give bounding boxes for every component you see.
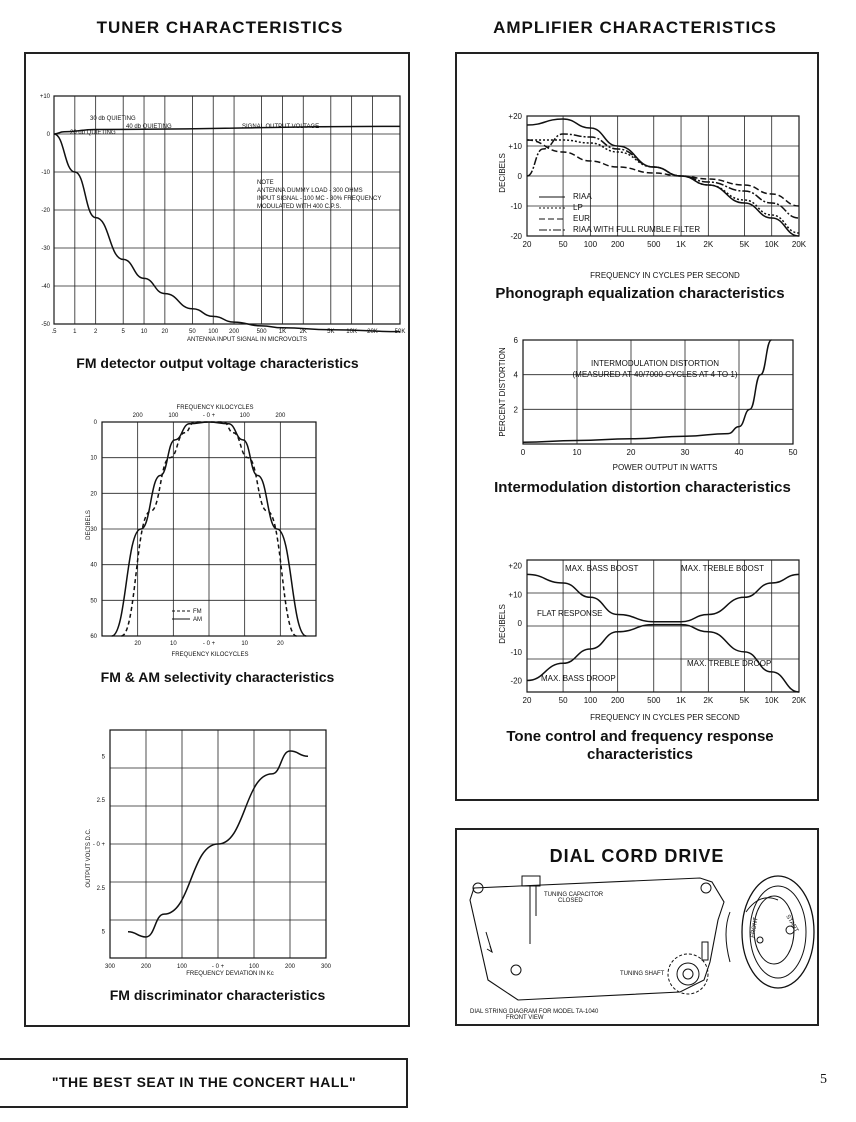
y-tick-label: -30 xyxy=(41,246,50,252)
y-tick-label: 60 xyxy=(90,634,97,640)
im-xlabel: POWER OUTPUT IN WATTS xyxy=(612,463,718,472)
x-tick-label: 100 xyxy=(208,329,219,335)
bottom-tick-label: 10 xyxy=(241,641,249,647)
note-label: NOTE xyxy=(257,180,274,186)
legend-lp: LP xyxy=(573,203,583,212)
x-tick-label: 5 xyxy=(121,329,125,335)
y-tick-label: 2 xyxy=(513,405,518,415)
legend-am: AM xyxy=(193,617,202,623)
selectivity-chart xyxy=(80,400,325,662)
x-tick-label: 20 xyxy=(161,329,169,335)
note-line-2: INPUT SIGNAL - 100 MC - 30% FREQUENCY xyxy=(257,196,382,202)
x-tick-label: 100 xyxy=(583,696,598,705)
bottom-tick-label: - 0 + xyxy=(202,641,216,647)
dial-title: DIAL CORD DRIVE xyxy=(549,846,725,866)
tuning-shaft-label: TUNING SHAFT xyxy=(620,971,665,977)
y-tick-label: 50 xyxy=(90,598,97,605)
y-tick-label: - 0 + xyxy=(92,842,105,848)
x-tick-label: 5K xyxy=(739,696,750,705)
y-tick-label: -20 xyxy=(510,232,522,241)
x-tick-label: 2K xyxy=(299,329,307,335)
y-tick-label: -40 xyxy=(41,284,50,290)
x-tick-label: 20K xyxy=(367,329,378,335)
x-tick-label: 50 xyxy=(558,240,568,249)
x-tick-label: 300 xyxy=(320,964,332,970)
x-tick-label: 10K xyxy=(346,329,357,335)
tuner-title: TUNER CHARACTERISTICS xyxy=(96,18,344,37)
quieting-30: 30 db QUIETING xyxy=(90,116,136,122)
x-tick-label: 200 xyxy=(229,329,240,335)
treble-droop-label: MAX. TREBLE DROOP xyxy=(687,659,772,668)
legend-fm: FM xyxy=(193,609,202,615)
legend-riaa: RIAA xyxy=(573,192,592,201)
tone-caption: Tone control and frequency response characteristics xyxy=(506,728,774,763)
eur-curve xyxy=(527,140,799,206)
x-tick-label: 20K xyxy=(791,240,807,249)
selectivity-title: FREQUENCY KILOCYCLES xyxy=(176,405,254,411)
y-tick-label: 5 xyxy=(101,754,105,761)
x-tick-label: 10 xyxy=(572,448,582,457)
y-tick-label: +10 xyxy=(508,142,522,151)
bass-boost-label: MAX. BASS BOOST xyxy=(565,564,639,573)
discriminator-ylabel: OUTPUT VOLTS D.C. xyxy=(86,828,92,888)
y-tick-label: 0 xyxy=(93,420,97,426)
y-tick-label: -20 xyxy=(510,676,522,686)
x-tick-label: 50 xyxy=(558,696,568,705)
im-annotation-2: (MEASURED AT 40/7000 CYCLES AT 4 TO 1) xyxy=(572,370,738,379)
phono-chart xyxy=(495,98,815,284)
selectivity-ylabel: DECIBELS xyxy=(86,510,92,540)
y-tick-label: 30 xyxy=(90,527,97,533)
x-tick-label: 100 xyxy=(583,240,598,249)
x-tick-label: 1K xyxy=(676,696,686,705)
y-tick-label: -10 xyxy=(510,647,522,657)
y-tick-label: 0 xyxy=(46,132,50,138)
x-tick-label: 100 xyxy=(176,964,188,970)
tone-chart xyxy=(495,548,815,724)
note-line-3: MODULATED WITH 400 C.P.S. xyxy=(257,204,342,210)
bottom-tick-label: 20 xyxy=(276,641,284,647)
y-tick-label: -10 xyxy=(41,170,50,176)
x-tick-label: 10K xyxy=(764,696,779,705)
amplifier-title: AMPLIFIER CHARACTERISTICS xyxy=(493,18,777,37)
phono-caption: Phonograph equalization characteristics xyxy=(495,285,785,302)
fm-detector-chart xyxy=(32,92,406,344)
x-tick-label: 0 xyxy=(520,448,526,457)
im-ylabel: PERCENT DISTORTION xyxy=(498,347,507,437)
tone-xlabel: FREQUENCY IN CYCLES PER SECOND xyxy=(590,713,740,722)
x-tick-label: 100 xyxy=(248,964,260,970)
riaa-curve xyxy=(527,119,799,236)
im-caption: Intermodulation distortion characteristics xyxy=(494,479,791,496)
y-tick-label: 0 xyxy=(517,619,522,629)
quieting-40: 40 db QUIETING xyxy=(126,124,172,130)
quieting-20: 20 db QUIETING xyxy=(70,130,116,136)
x-tick-label: 50 xyxy=(788,448,798,457)
x-tick-label: 10K xyxy=(764,240,779,249)
x-tick-label: 5K xyxy=(739,240,750,249)
closed-label: CLOSED xyxy=(558,898,583,904)
x-tick-label: 2K xyxy=(703,696,714,705)
x-tick-label: 20K xyxy=(791,696,807,705)
plot-frame xyxy=(523,340,793,444)
x-tick-label: 500 xyxy=(256,329,267,335)
top-tick-label: 200 xyxy=(275,413,286,419)
im-curve xyxy=(523,340,771,442)
x-tick-label: 30 xyxy=(680,448,690,457)
x-tick-label: 2K xyxy=(703,240,714,249)
y-tick-label: -50 xyxy=(41,322,50,328)
bottom-tick-label: 10 xyxy=(169,641,177,647)
front-label: FRONT xyxy=(750,916,760,939)
y-tick-label: +10 xyxy=(39,94,50,100)
x-tick-label: 50K xyxy=(394,329,406,335)
y-tick-label: 5 xyxy=(101,929,105,936)
x-tick-label: 200 xyxy=(610,696,625,705)
top-tick-label: 100 xyxy=(168,413,179,419)
dial-diagram xyxy=(460,872,816,1020)
output-voltage-curve xyxy=(54,134,400,332)
phono-ylabel: DECIBELS xyxy=(498,153,507,193)
selectivity-xlabel: FREQUENCY KILOCYCLES xyxy=(171,652,249,658)
y-tick-label: 0 xyxy=(517,172,522,181)
note-line-1: ANTENNA DUMMY LOAD - 300 OHMS xyxy=(257,188,363,194)
bottom-tick-label: 20 xyxy=(134,641,142,647)
x-tick-label: .5 xyxy=(51,329,57,335)
x-tick-label: 20 xyxy=(522,696,532,705)
x-tick-label: 50 xyxy=(189,329,196,335)
y-tick-label: 40 xyxy=(90,562,97,569)
x-tick-label: 200 xyxy=(610,240,625,249)
x-tick-label: 500 xyxy=(647,696,661,705)
flat-response-label: FLAT RESPONSE xyxy=(537,609,603,618)
x-tick-label: 20 xyxy=(522,240,532,249)
selectivity-caption: FM & AM selectivity characteristics xyxy=(100,669,335,685)
discriminator-chart xyxy=(80,718,335,980)
x-tick-label: - 0 + xyxy=(211,964,225,970)
bass-droop-label: MAX. BASS DROOP xyxy=(541,674,616,683)
treble-boost-label: MAX. TREBLE BOOST xyxy=(681,564,764,573)
x-tick-label: 500 xyxy=(647,240,661,249)
lp-curve xyxy=(527,140,799,233)
legend-rumble: RIAA WITH FULL RUMBLE FILTER xyxy=(573,225,701,234)
y-tick-label: 20 xyxy=(90,491,97,498)
footer-slogan: "THE BEST SEAT IN THE CONCERT HALL" xyxy=(51,1074,357,1090)
x-tick-label: 40 xyxy=(734,448,744,457)
x-tick-label: 300 xyxy=(104,964,116,970)
top-tick-label: 200 xyxy=(132,413,143,419)
fm-detector-caption: FM detector output voltage characteristics xyxy=(76,355,359,371)
signal-output-label: SIGNAL OUTPUT VOLTAGE xyxy=(242,124,320,130)
dial-caption-1: DIAL STRING DIAGRAM FOR MODEL TA-1040 xyxy=(470,1009,599,1015)
x-tick-label: 20 xyxy=(626,448,636,457)
im-chart xyxy=(495,332,815,474)
tone-ylabel: DECIBELS xyxy=(498,604,507,644)
top-tick-label: 100 xyxy=(239,413,250,419)
page-number: 5 xyxy=(820,1072,827,1087)
discriminator-caption: FM discriminator characteristics xyxy=(109,987,326,1003)
legend-eur: EUR xyxy=(573,214,590,223)
x-tick-label: 5K xyxy=(327,329,335,335)
discriminator-xlabel: FREQUENCY DEVIATION IN Kc xyxy=(186,971,274,977)
y-tick-label: 2.5 xyxy=(96,798,105,805)
y-tick-label: +10 xyxy=(508,590,522,600)
x-tick-label: 1K xyxy=(676,240,686,249)
x-tick-label: 1 xyxy=(73,329,77,335)
y-tick-label: 2.5 xyxy=(96,885,105,892)
x-tick-label: 200 xyxy=(140,964,152,970)
y-tick-label: -20 xyxy=(41,208,50,214)
y-tick-label: +20 xyxy=(508,112,522,121)
tuning-cap-label: TUNING CAPACITOR xyxy=(544,892,604,898)
y-tick-label: 6 xyxy=(513,336,518,345)
x-tick-label: 10 xyxy=(140,329,148,335)
top-tick-label: - 0 + xyxy=(202,413,216,419)
y-tick-label: +20 xyxy=(508,561,522,571)
x-tick-label: 2 xyxy=(93,329,98,335)
start-label: START xyxy=(784,914,800,934)
phono-xlabel: FREQUENCY IN CYCLES PER SECOND xyxy=(590,271,740,280)
y-tick-label: 4 xyxy=(513,370,518,380)
dial-caption-2: FRONT VIEW xyxy=(506,1015,544,1021)
fm-detector-xlabel: ANTENNA INPUT SIGNAL IN MICROVOLTS xyxy=(187,337,307,343)
x-tick-label: 1K xyxy=(278,329,287,335)
y-tick-label: -10 xyxy=(510,202,522,211)
x-tick-label: 200 xyxy=(284,964,296,970)
y-tick-label: 10 xyxy=(90,455,97,462)
im-annotation-1: INTERMODULATION DISTORTION xyxy=(590,359,720,368)
